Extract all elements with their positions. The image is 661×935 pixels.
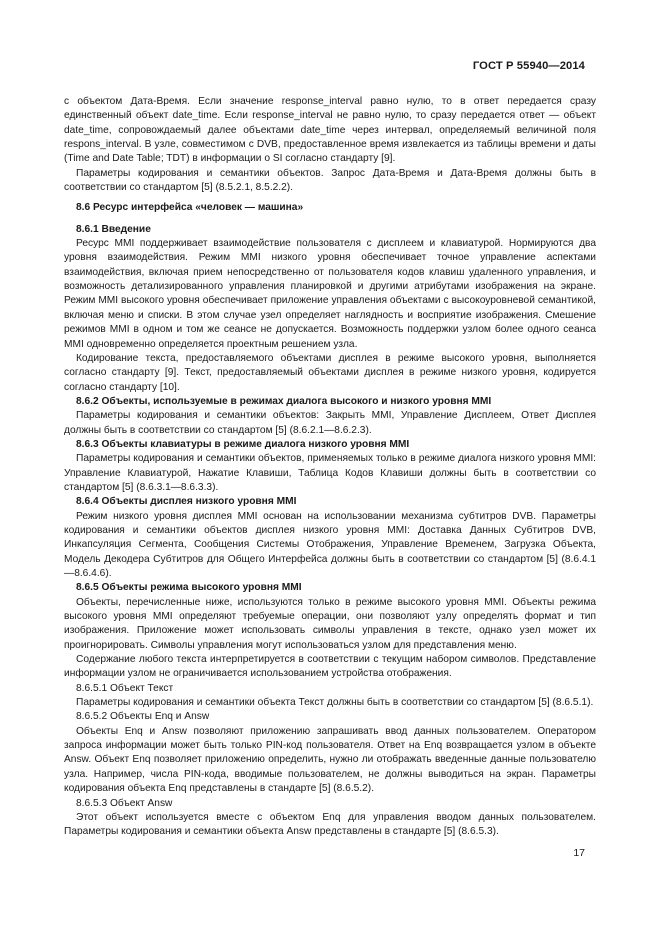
body-paragraph: Параметры кодирования и семантики объектов. Запрос Дата-Время и Дата-Время должны быть в соответствии со стандартом [5] (8.5.2.1, 8.5.2.2).	[64, 167, 596, 194]
subsection-heading: 8.6.5 Объекты режима высокого уровня MMI	[76, 582, 302, 594]
clause-heading: 8.6.5.3 Объект Answ	[76, 797, 173, 809]
body-paragraph: Кодирование текста, предоставляемого объектами дисплея в режиме высокого уровня, выполняется согласно стандарту [9]. Текст, предоставляемый объектами дисплея в режиме низкого уровня, кодируется согласно стандарту [10].	[64, 352, 596, 393]
body-paragraph: Этот объект используется вместе с объектом Enq для управления вводом данных пользователем. Параметры кодирования и семантики объекта Answ представлены в стандарте [5] (8.6.5.3).	[64, 811, 596, 838]
body-paragraph: Параметры кодирования и семантики объектов: Закрыть MMI, Управление Дисплеем, Ответ Дисплея должны быть в соответствии со стандартом [5] (8.6.2.1—8.6.2.3).	[64, 410, 596, 436]
body-paragraph: Режим низкого уровня дисплея MMI основан на использовании механизма субтитров DVB. Параметры кодирования и семантики объектов дисплея низкого уровня MMI: Доставка Данных Субтитров DVB, Инкапсуляция Сегмента, Сообщения Системы Отображения, Управление Временем, Загрузка Объекта, Модель Декодера Субтитров для Общего Интерфейса должны быть в соответствии со стандартом [5] (8.6.4.1—8.6.4.6).	[64, 510, 596, 579]
page-body	[64, 95, 596, 840]
subsection-heading: 8.6.4 Объекты дисплея низкого уровня MMI	[76, 496, 297, 508]
body-paragraph: Ресурс MMI поддерживает взаимодействие пользователя с дисплеем и клавиатурой. Нормируются два уровня взаимодействия. Режим MMI низкого уровня обеспечивает точное управление аспектами взаимодействия, включая прием непосредственно от пользователя кодов клавиш удаленного управления, и возможность детализированного управления планировкой и другими атрибутами изображения на экране. Режим MMI высокого уровня обеспечивает приложение управления объектами с высокоуровневой семантикой, включая меню и списки. В этом случае узел определяет наглядность и восприятие изображения. Смешение режимов MMI в одном и том же сеансе не допускается. Возможность поддержки узлом более одного сеанса MMI одновременно определяется проектным решением узла.	[64, 238, 596, 350]
body-paragraph: Содержание любого текста интерпретируется в соответствии с текущим набором символов. Представление информации узлом не ограничивается использованием устройства отображения.	[64, 654, 596, 680]
page-number: 17	[573, 847, 585, 859]
document-standard-number: ГОСТ Р 55940—2014	[472, 60, 585, 72]
subsection-heading: 8.6.1 Введение	[76, 223, 151, 235]
clause-heading: 8.6.5.1 Объект Текст	[76, 682, 174, 694]
body-paragraph: Объекты Enq и Answ позволяют приложению запрашивать ввод данных пользователем. Оператором запроса информации может быть только PIN-код пользователя. Ответ на Enq возвращается узлом в объекте Answ. Объект Enq позволяет приложению определить, нужно ли отображать введенные данные пользователю узла. Например, числа PIN-кода, вводимые пользователем, не должны выводиться на экран. Параметры кодирования объекта Enq представлены в стандарте [5] (8.6.5.2).	[64, 725, 596, 795]
body-paragraph: Параметры кодирования и семантики объекта Текст должны быть в соответствии со стандартом [5] (8.6.5.1).	[76, 697, 594, 709]
body-paragraph: Объекты, перечисленные ниже, используются только в режиме высокого уровня MMI. Объекты режима высокого уровня MMI определяют требуемые операции, они позволяют узлу определять формат и тип изображения. Приложение может использовать символы управления в тексте, однако узел может их проигнорировать. Символы управления могут использоваться узлом для представления меню.	[64, 596, 596, 651]
subsection-heading: 8.6.2 Объекты, используемые в режимах диалога высокого и низкого уровня MMI	[76, 395, 492, 407]
subsection-heading: 8.6.3 Объекты клавиатуры в режиме диалога низкого уровня MMI	[76, 438, 410, 450]
body-paragraph: с объектом Дата-Время. Если значение response_interval равно нулю, то в ответ передается сразу единственный объект date_time. Если response_interval не равно нулю, то сразу передается ответ — объект date_time, сопровождаемый далее объектами date_time через интервал, определяемый величиной поля respons_interval. В узле, совместимом с DVB, предоставленное время извлекается из таблицы времени и даты (Time and Date Table; TDT) в информации о SI согласно стандарту [9].	[64, 96, 596, 165]
section-heading: 8.6 Ресурс интерфейса «человек — машина»	[76, 202, 304, 214]
body-paragraph: Параметры кодирования и семантики объектов, применяемых только в режиме диалога низкого уровня MMI: Управление Клавиатурой, Нажатие Клавиши, Таблица Кодов Клавиши должны быть в соответствии со стандартом [5] (8.6.3.1—8.6.3.3).	[64, 453, 596, 493]
clause-heading: 8.6.5.2 Объекты Enq и Answ	[76, 711, 210, 723]
